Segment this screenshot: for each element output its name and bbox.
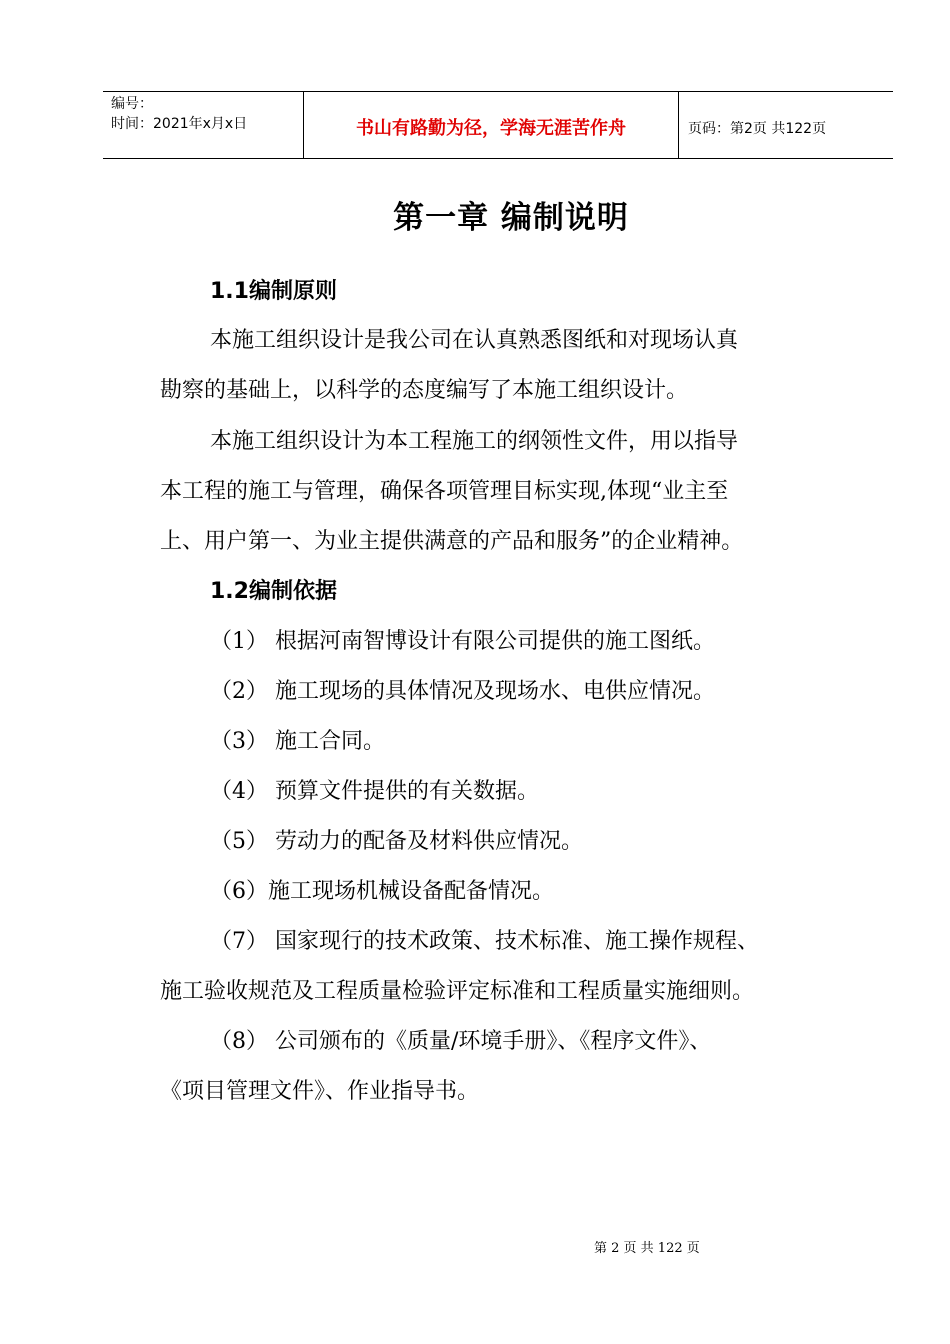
paragraph-line: 本施工组织设计是我公司在认真熟悉图纸和对现场认真 — [210, 328, 739, 353]
document-number-label: 编号： — [111, 96, 153, 112]
chapter-title — [0, 192, 950, 237]
paragraph-line: 勘察的基础上，以科学的态度编写了本施工组织设计。 — [160, 378, 689, 403]
paragraph-line: 本工程的施工与管理，确保各项管理目标实现,体现“业主至 — [160, 479, 729, 504]
header-motto: 书山有路勤为径，学海无涯苦作舟 — [356, 118, 626, 139]
list-item: （8） 公司颁布的《质量/环境手册》、《程序文件》、 — [210, 1029, 712, 1054]
paragraph-line: 本施工组织设计为本工程施工的纲领性文件，用以指导 — [210, 429, 739, 454]
paragraph-line: 上、用户第一、为业主提供满意的产品和服务”的企业精神。 — [160, 529, 744, 554]
list-item: （6）施工现场机械设备配备情况。 — [210, 879, 554, 904]
page-header — [103, 91, 893, 159]
header-page-code: 页码：第2页 共122页 — [688, 121, 827, 137]
chapter-title-text: 第一章 编制说明 — [393, 200, 629, 236]
list-item: （1） 根据河南智博设计有限公司提供的施工图纸。 — [210, 629, 715, 654]
list-item-continuation: 《项目管理文件》、作业指导书。 — [160, 1079, 480, 1104]
section-heading-1-1: 1.1编制原则 — [210, 279, 337, 304]
document-time-label: 时间：2021年x月x日 — [111, 116, 248, 132]
page-footer: 第 2 页 共 122 页 — [594, 1241, 700, 1256]
list-item: （4） 预算文件提供的有关数据。 — [210, 779, 539, 804]
list-item-continuation: 施工验收规范及工程质量检验评定标准和工程质量实施细则。 — [160, 979, 755, 1004]
list-item: （2） 施工现场的具体情况及现场水、电供应情况。 — [210, 679, 715, 704]
header-left-cell — [103, 92, 303, 158]
list-item: （3） 施工合同。 — [210, 729, 385, 754]
section-heading-1-2: 1.2编制依据 — [210, 579, 337, 604]
list-item: （5） 劳动力的配备及材料供应情况。 — [210, 829, 583, 854]
header-page-cell — [678, 92, 893, 158]
list-item: （7） 国家现行的技术政策、技术标准、施工操作规程、 — [210, 929, 759, 954]
header-motto-cell — [303, 92, 679, 158]
